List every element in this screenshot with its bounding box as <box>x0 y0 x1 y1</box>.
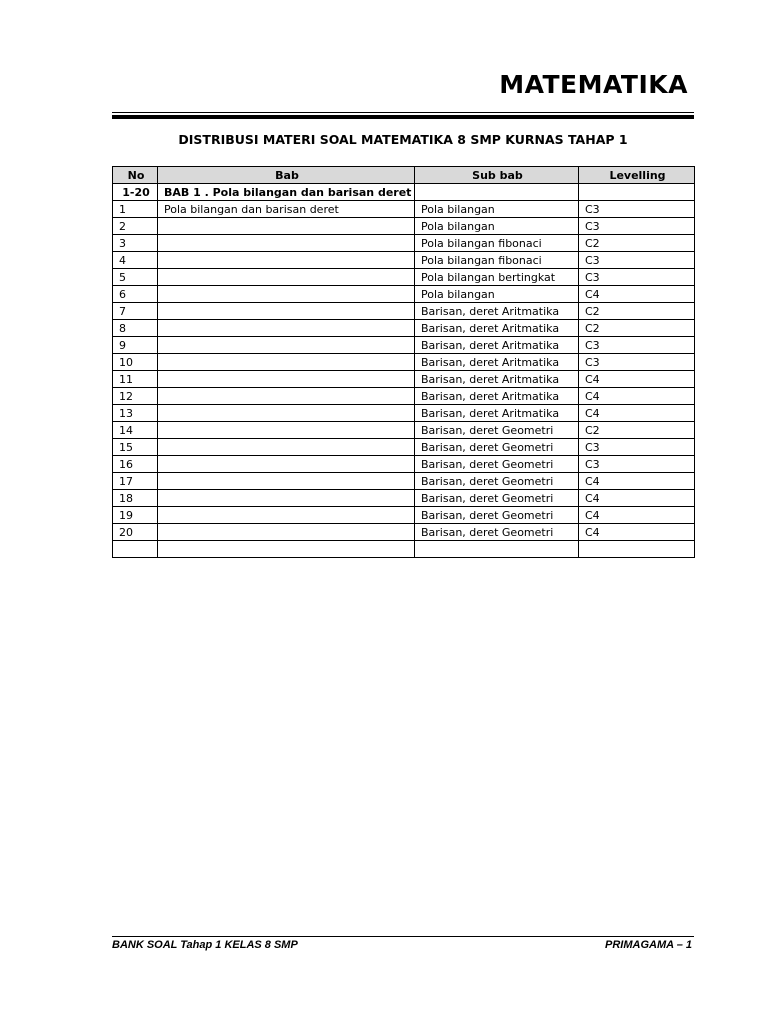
row-bab <box>158 371 415 388</box>
chapter-row <box>113 184 695 201</box>
row-levelling: C3 <box>579 201 695 218</box>
row-bab: Pola bilangan dan barisan deret <box>158 201 415 218</box>
footer-left-text: BANK SOAL Tahap 1 KELAS 8 SMP <box>112 939 298 951</box>
row-levelling: C3 <box>579 252 695 269</box>
row-sub-bab: Barisan, deret Aritmatika <box>415 354 579 371</box>
row-bab <box>158 473 415 490</box>
row-number: 13 <box>113 405 158 422</box>
footer-divider <box>112 936 694 937</box>
row-sub-bab: Pola bilangan <box>415 286 579 303</box>
distribution-table <box>112 166 695 558</box>
row-number: 17 <box>113 473 158 490</box>
row-sub-bab: Barisan, deret Geometri <box>415 507 579 524</box>
row-levelling: C4 <box>579 388 695 405</box>
row-sub-bab: Barisan, deret Aritmatika <box>415 337 579 354</box>
document-title: DISTRIBUSI MATERI SOAL MATEMATIKA 8 SMP KURNAS TAHAP 1 <box>178 132 628 147</box>
column-header-bab: Bab <box>158 167 415 184</box>
row-bab <box>158 524 415 541</box>
table-row <box>113 337 695 354</box>
row-bab <box>158 388 415 405</box>
row-number: 18 <box>113 490 158 507</box>
page-header-title: MATEMATIKA <box>499 70 688 99</box>
row-number: 15 <box>113 439 158 456</box>
table-row <box>113 320 695 337</box>
table-row <box>113 371 695 388</box>
row-sub-bab: Barisan, deret Geometri <box>415 473 579 490</box>
chapter-title: BAB 1 . Pola bilangan dan barisan deret <box>158 184 415 201</box>
row-levelling: C3 <box>579 456 695 473</box>
table-row <box>113 269 695 286</box>
row-levelling: C4 <box>579 507 695 524</box>
row-number: 1 <box>113 201 158 218</box>
row-bab <box>158 320 415 337</box>
table-row <box>113 405 695 422</box>
row-sub-bab: Barisan, deret Geometri <box>415 490 579 507</box>
table-row <box>113 354 695 371</box>
row-sub-bab: Pola bilangan bertingkat <box>415 269 579 286</box>
row-bab <box>158 354 415 371</box>
row-bab <box>158 252 415 269</box>
table-row <box>113 456 695 473</box>
row-number: 6 <box>113 286 158 303</box>
row-levelling: C4 <box>579 524 695 541</box>
row-number: 12 <box>113 388 158 405</box>
row-bab <box>158 286 415 303</box>
footer-page-label: PRIMAGAMA – 1 <box>605 939 692 951</box>
table-row <box>113 235 695 252</box>
row-sub-bab: Barisan, deret Aritmatika <box>415 303 579 320</box>
row-sub-bab: Pola bilangan <box>415 201 579 218</box>
table-row <box>113 490 695 507</box>
row-number: 10 <box>113 354 158 371</box>
header-divider-thick <box>112 115 694 119</box>
row-bab <box>158 303 415 320</box>
row-number: 16 <box>113 456 158 473</box>
row-bab <box>158 507 415 524</box>
row-levelling: C3 <box>579 218 695 235</box>
row-levelling: C4 <box>579 405 695 422</box>
table-row <box>113 286 695 303</box>
header-divider-thin <box>112 112 694 113</box>
table-row <box>113 388 695 405</box>
row-sub-bab: Pola bilangan <box>415 218 579 235</box>
row-bab <box>158 269 415 286</box>
row-number: 5 <box>113 269 158 286</box>
row-levelling: C2 <box>579 235 695 252</box>
row-bab <box>158 405 415 422</box>
row-sub-bab <box>415 541 579 558</box>
row-number: 3 <box>113 235 158 252</box>
row-levelling: C3 <box>579 337 695 354</box>
chapter-sub-bab <box>415 184 579 201</box>
row-number <box>113 541 158 558</box>
row-number: 19 <box>113 507 158 524</box>
table-row <box>113 218 695 235</box>
row-levelling: C4 <box>579 286 695 303</box>
table-row <box>113 303 695 320</box>
row-number: 14 <box>113 422 158 439</box>
row-number: 20 <box>113 524 158 541</box>
row-bab <box>158 422 415 439</box>
table-row <box>113 473 695 490</box>
row-number: 11 <box>113 371 158 388</box>
row-bab <box>158 337 415 354</box>
row-bab <box>158 218 415 235</box>
row-sub-bab: Barisan, deret Aritmatika <box>415 371 579 388</box>
row-number: 9 <box>113 337 158 354</box>
row-bab <box>158 235 415 252</box>
row-number: 7 <box>113 303 158 320</box>
chapter-number-range: 1-20 <box>113 184 158 201</box>
row-number: 4 <box>113 252 158 269</box>
row-sub-bab: Barisan, deret Aritmatika <box>415 320 579 337</box>
table-row <box>113 252 695 269</box>
row-levelling: C3 <box>579 269 695 286</box>
row-levelling: C2 <box>579 422 695 439</box>
row-sub-bab: Barisan, deret Geometri <box>415 524 579 541</box>
row-levelling: C3 <box>579 439 695 456</box>
table-row <box>113 422 695 439</box>
row-sub-bab: Barisan, deret Geometri <box>415 422 579 439</box>
row-sub-bab: Barisan, deret Geometri <box>415 456 579 473</box>
row-levelling: C2 <box>579 303 695 320</box>
row-bab <box>158 541 415 558</box>
row-number: 2 <box>113 218 158 235</box>
row-number: 8 <box>113 320 158 337</box>
row-bab <box>158 456 415 473</box>
table-row <box>113 201 695 218</box>
column-header-no: No <box>113 167 158 184</box>
row-sub-bab: Barisan, deret Aritmatika <box>415 388 579 405</box>
row-levelling: C3 <box>579 354 695 371</box>
row-sub-bab: Barisan, deret Geometri <box>415 439 579 456</box>
row-levelling: C4 <box>579 371 695 388</box>
row-bab <box>158 490 415 507</box>
table-row <box>113 507 695 524</box>
row-levelling: C4 <box>579 473 695 490</box>
row-bab <box>158 439 415 456</box>
row-levelling <box>579 541 695 558</box>
row-levelling: C2 <box>579 320 695 337</box>
table-row <box>113 524 695 541</box>
row-levelling: C4 <box>579 490 695 507</box>
chapter-level <box>579 184 695 201</box>
column-header-levelling: Levelling <box>579 167 695 184</box>
table-row <box>113 541 695 558</box>
column-header-sub-bab: Sub bab <box>415 167 579 184</box>
table-header-row <box>113 167 695 184</box>
table-row <box>113 439 695 456</box>
row-sub-bab: Pola bilangan fibonaci <box>415 235 579 252</box>
row-sub-bab: Barisan, deret Aritmatika <box>415 405 579 422</box>
row-sub-bab: Pola bilangan fibonaci <box>415 252 579 269</box>
